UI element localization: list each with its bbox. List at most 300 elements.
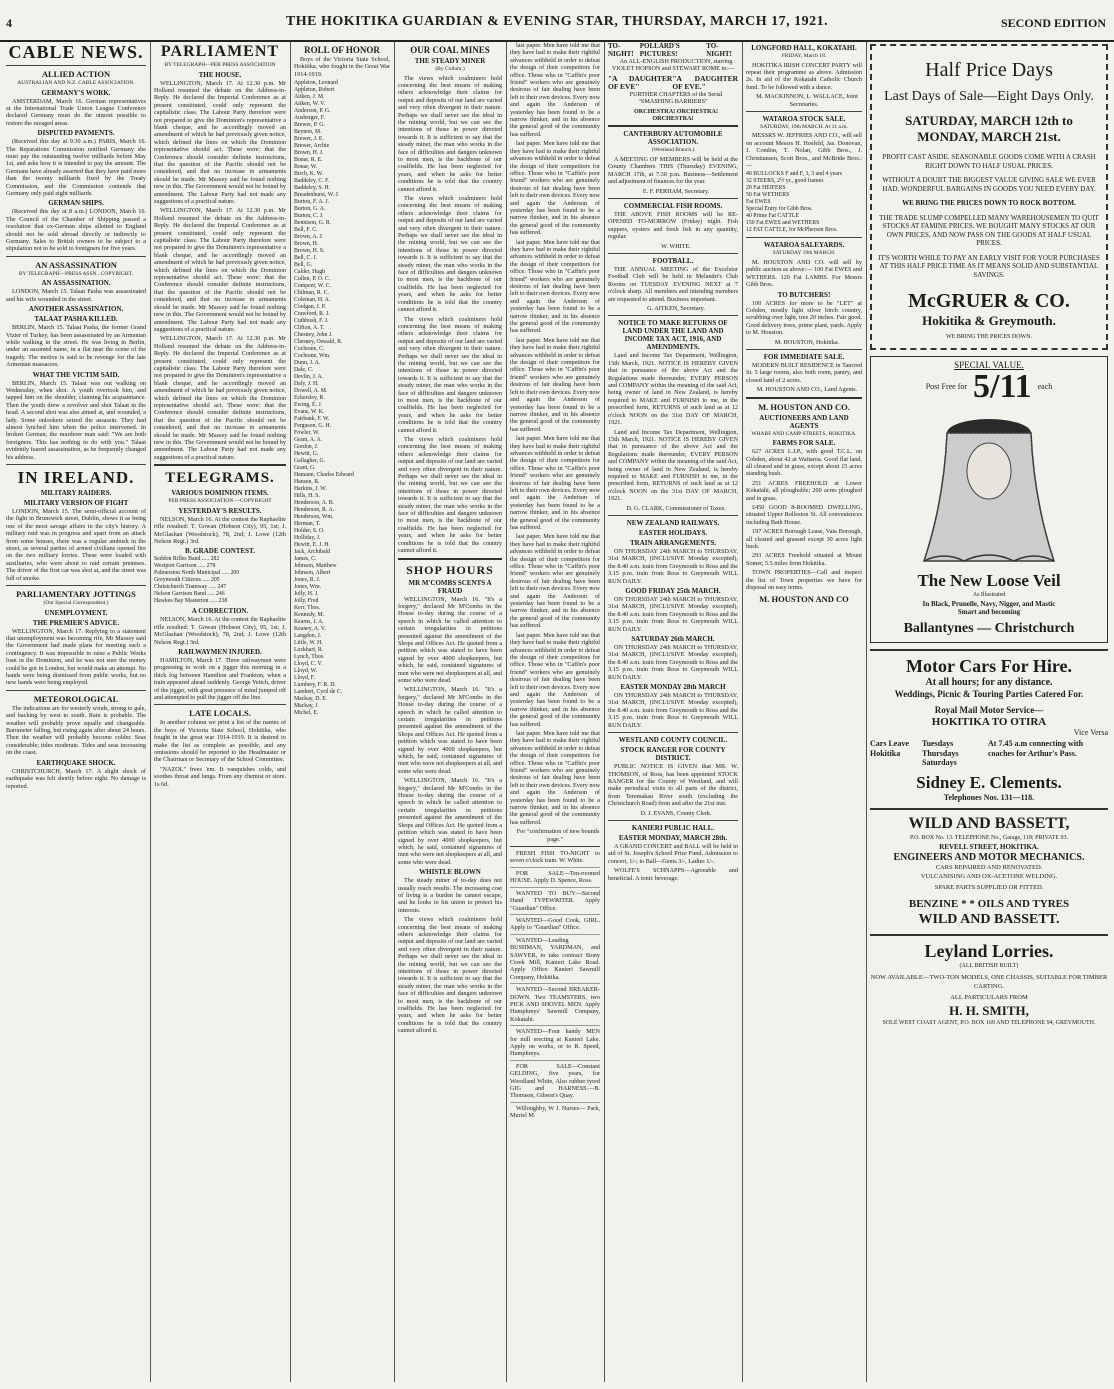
honor-name: Brewer, P. G. xyxy=(294,122,325,129)
easter-monday-heading: EASTER MONDAY 28th MARCH xyxy=(620,683,726,692)
article-text: WELLINGTON, March 17. At 12.30 p.m. Mr Holland resumed the debate on the Address-in-Reply. He declared the Imperial Conference as at present constituted, could only represent the capitalistic class. The Labour Party therefore were not prepared to give the Dominion's representative a blank cheque, and he accordingly moved an amendment of which he had previously given notice, which defined the lines on which the Dominion representative should act. These were: that the Conference should consider definite instructions, that the question of the Pacific should not be considered, and that no increase in armaments should be made. Mr Massey said he found nothing new in this. The Government would not be bound by amendment. The Labour Party had not made any suggestions of a practical nature. xyxy=(154,335,286,461)
train-heading: TRAIN ARRANGEMENTS. xyxy=(630,538,716,547)
notice-text: For "confirmation of new bounds page." xyxy=(516,828,600,843)
saturday-heading: SATURDAY 26th MARCH. xyxy=(631,635,715,644)
honor-name: James, C. xyxy=(294,556,317,563)
honor-name: Johnson, Matthew xyxy=(294,563,337,570)
column-rule xyxy=(506,42,507,1382)
band-result: Hawkes Bay Masterton ..... 238 xyxy=(154,598,228,605)
honor-name: Clifton, A. T. xyxy=(294,325,325,332)
edition-label: SECOND EDITION xyxy=(1000,16,1106,30)
article-text: The views which coalminers hold concerning the best means of making others acknowledge their claims for output and deposits of our land are varied and very often divergent in their nature. Perhaps we shall never see the ideal in the mining world, but we can see the intentions of those in power directed towards it. It is sufficient to say that the steady miner, the man who works in the face of difficulties and dangers unknown to most men, is the backbone of our coalfields. He has been neglected for years, and when he asks for better conditions he is told that the country cannot afford it. xyxy=(398,315,502,434)
honor-name: Lumbery, F. R. D. xyxy=(294,682,336,689)
honor-name: Bell, G. xyxy=(294,262,313,269)
german-ships-heading: GERMAN SHIPS. xyxy=(48,199,104,208)
honor-name: Chilman, R. C. xyxy=(294,290,329,297)
press-byline: BY TELEGRAPH—PRESS ASSN.. COPYRIGHT. xyxy=(18,270,134,277)
honor-name: Dunn, J. A. xyxy=(294,360,321,367)
notice-signature: D. J. EVANS, County Clerk. xyxy=(640,809,712,817)
advert-text: IT'S WORTH WHILE TO PAY AN EARLY VISIT FOR YOUR PURCHASES AT THIS HALF PRICE TIME AS IT MEANS SOLID AND SUBSTANTIAL SAVINGS. xyxy=(878,253,1100,279)
article-text: HAMILTON, March 17. Three railwaymen were progressing to work on a jigger this morning in a thick fog between Hamilton and Frankton, when a train appeared ahead suddenly. George Veitch, driver of the jigger, with great presence of mind jumped off and attempted to pull the jigger off the line. xyxy=(154,656,286,701)
honor-name: Jolly, H. J. xyxy=(294,591,319,598)
honor-name: Keaney, A. V. xyxy=(294,626,326,633)
article-text: The steady miner of to-day does not usually reach results. The increasing cost of living is a burden he cannot escape, and he looks to his union to protect his interests. xyxy=(398,877,502,914)
motor-heading: Motor Cars For Hire. xyxy=(906,655,1072,676)
classified-ad: WANTED TO BUY—Second Hand TYPEWRITER. Apply "Guardian" Office. xyxy=(510,890,600,915)
half-price-advert xyxy=(870,44,1108,350)
notice-text: Land and Income Tax Department, Wellington, 15th March, 1921. NOTICE IS HEREBY GIVEN that in pursuance of the above Act and the Regulations made thereunder, EVERY PERSON and COMPANY within the meaning of the said Act, being owner of land in New Zealand, is hereby required to MAKE and FURNISH to me, in the prescribed form, RETURNS of such land as at 12 o'clock NOON on the 31st DAY OF MARCH, 1921. xyxy=(608,352,738,427)
honor-name: Beynon, M. xyxy=(294,129,322,136)
land-tax-heading: NOTICE TO MAKE RETURNS OF LAND UNDER THE LAND AND INCOME TAX ACT, 1916, AND AMENDMENTS. xyxy=(618,319,728,352)
veil-sub: As Illustrated xyxy=(972,592,1006,598)
honor-name: Burton, G. A. xyxy=(294,206,326,213)
honor-name: Dowell, A. M. xyxy=(294,388,328,395)
saleyards-date: SATURDAY 19th MARCH. xyxy=(772,250,836,257)
band-result: Palmerston North Municipal ..... 209 xyxy=(154,570,240,577)
article-text: BERLIN, March 15. Talaat was out walking on Wednesday, when shot. A youth overtook him, and tapped him on the shoulder, claiming his acquaintance. Then the youth drew a revolver and shot Talaat in the head. A second shot was also aimed at, and wounded, a lady. Some onlookers seized the assassin. They had almost lynched him when the police intervened. In broken German, the murderer man said: "We are both foreigners. This has nothing to do with you." Talaat evidently feared assassination, as he frequently changed his address. xyxy=(6,379,146,461)
honor-name: Little, W. H. xyxy=(294,640,323,647)
fish-rooms-heading: COMMERCIAL FISH ROOMS. xyxy=(623,201,723,210)
column-parliament xyxy=(154,42,286,1382)
military-raiders-heading: MILITARY RAIDERS. xyxy=(40,489,112,498)
honor-name: Appleton, Leonard xyxy=(294,80,338,87)
engineers: ENGINEERS AND MOTOR MECHANICS. xyxy=(893,852,1085,863)
listing-text: £450 GOOD 8-ROOMED DWELLING, situated Upper Rolleston St. All conveniences including Bath House. xyxy=(746,504,862,526)
good-friday-heading: GOOD FRIDAY 25th MARCH. xyxy=(625,587,721,595)
honor-name: Calder, Hugh xyxy=(294,269,325,276)
honor-name: Appleton, Robert xyxy=(294,87,335,94)
listing-text: TOWN PROPERTIES—Call and inspect the list of Town properties we have for disposal on easy terms. xyxy=(746,569,862,592)
honor-name: Brown, H. xyxy=(294,241,319,248)
column-continued xyxy=(510,42,600,1382)
band-result: Seddon Rifles Band ..... 282 xyxy=(154,556,220,563)
honor-name: Lambert, Cyril de C. xyxy=(294,689,343,696)
mcgruer-towns: Hokitika & Greymouth. xyxy=(922,313,1056,328)
otira-route: HOKITIKA TO OTIRA xyxy=(931,715,1047,728)
wataroa-sale-heading: WATAROA STOCK SALE. xyxy=(762,114,846,123)
victim-heading: WHAT THE VICTIM SAID. xyxy=(32,370,120,379)
various-items-heading: VARIOUS DOMINION ITEMS. xyxy=(171,489,269,498)
stock-item: Special Entry for Gibb Bros. xyxy=(746,206,813,213)
vice-versa: Vice Versa xyxy=(1073,727,1108,737)
notice-text: MESSRS W. JEFFRIES AND CO., will sell on account Messrs H. Hosfeld, Jas. Donovan, J. Condon, T. Nolan, Gibb Bros., J. Christiansen, Scott Bros., and McBride Bros.:— xyxy=(746,132,862,170)
classified-ad: FOR SALE—Ten-roomed HOUSE. Apply D. Spence, Ross. xyxy=(510,870,600,888)
late-locals-heading: LATE LOCALS. xyxy=(189,708,251,719)
railwaymen-heading: RAILWAYMEN INJURED. xyxy=(178,647,262,656)
notice-text: THE ABOVE FISH ROOMS will be RE-OPENED TO-MORROW (Friday) night. Fish suppers, oysters and fresh fish in any quantity, regular. xyxy=(608,210,738,241)
honor-name: Breadenhurst, W. J. xyxy=(294,192,340,199)
coal-mines-heading: OUR COAL MINES xyxy=(410,45,490,55)
stock-item: Fat EWES xyxy=(746,199,771,206)
column-rule xyxy=(604,42,605,1382)
honor-name: Kennedy, M. xyxy=(294,612,325,619)
notice-signature: E. F. PERHAM, Secretary. xyxy=(642,187,710,195)
honor-name: Jolly, Fred xyxy=(294,598,319,605)
article-text: last paper. Men have told me that they have had to make their rightful advances withheld in order to defeat the design of their competitors for office. Those who in "Caffin's poor friend" workers who are genuinely desirous of fair dealing have been left to their own devices. Every now and again the Anderson of yesterday has been found to be a narrow thinker, and in his absence the general good of the community has suffered. xyxy=(510,336,600,433)
smith-name: H. H. SMITH, xyxy=(949,1002,1029,1018)
notice-text: ON THURSDAY 24th MARCH to THURSDAY, 31st MARCH, (INCLUSIVE Monday excepted), the 8.40 a.m. train from Greymouth to Ross and the 3.15 p.m. train from Ross to Greymouth WILL RUN DAILY. xyxy=(608,596,738,633)
disputed-payments-heading: DISPUTED PAYMENTS. xyxy=(37,129,115,138)
kanieri-date: EASTER MONDAY, MARCH 28th. xyxy=(618,833,728,842)
veil-illustration xyxy=(884,411,1094,571)
article-text: last paper. Men have told me that they have had to make their rightful advances withheld in order to defeat the design of their competitors for office. Those who in "Caffin's poor friend" workers who are genuinely desirous of fair dealing have been left to their own devices. Every now and again the Anderson of yesterday has been found to be a narrow thinker, and in his absence the general good of the community has suffered. xyxy=(510,42,600,138)
classified-ad: WANTED—Four handy MEN for mill erecting at Kanieri Lake. Apply on works, or to R. Speed, Humphreys. xyxy=(510,1028,600,1061)
longford-hall-heading: LONGFORD HALL, KOKATAHI. xyxy=(751,44,857,52)
earthquake-heading: EARTHQUAKE SHOCK. xyxy=(36,758,116,767)
press-byline: PER PRESS ASSOCIATION —COPYRIGHT xyxy=(168,498,272,505)
column-rule xyxy=(742,42,743,1382)
article-text: last paper. Men have told me that they have had to make their rightful advances withheld in order to defeat the design of their competitors for office. Those who in "Caffin's poor friend" workers who are genuinely desirous of fair dealing have been left to their own devices. Every now and again the Anderson of yesterday has been found to be a narrow thinker, and in his absence the general good of the community has suffered. xyxy=(510,238,600,335)
honor-name: Henderson, A. B. xyxy=(294,500,335,507)
band-result: Nelson Garrison Band ..... 246 xyxy=(154,591,225,598)
notice-text: PUBLIC NOTICE IS GIVEN that MR. W. THOMSON, of Ross, has been appointed STOCK RANGER for the County of Westland, and will make periodical visits to all parts of the district, from Teremakau River south (excluding the Christchurch Road) from and after the 21st inst. xyxy=(608,763,738,808)
another-assassination-heading: ANOTHER ASSASSINATION. xyxy=(28,305,124,314)
telephones: Telephones Nos. 131—118. xyxy=(943,792,1035,802)
page-number: 4 xyxy=(6,16,12,30)
kanieri-hall-heading: KANIERI PUBLIC HALL. xyxy=(631,823,715,832)
results-heading: YESTERDAY'S RESULTS. xyxy=(178,506,262,515)
fraud-heading: MR M'COMBS SCENTS A FRAUD xyxy=(408,578,492,595)
honor-name: Hewitt, E. J. H. xyxy=(294,542,330,549)
honor-name: Baddeley, C. F. xyxy=(294,178,330,185)
immediate-sale-heading: FOR IMMEDIATE SALE. xyxy=(763,353,845,362)
half-price-title: Half Price Days xyxy=(925,59,1053,81)
sole-agent: SOLE WEST COAST AGENT, P.O. BOX 169 AND TELEPHONE 94, GREYMOUTH. xyxy=(882,1019,1096,1026)
notice-text: ON THURSDAY 24th MARCH to THURSDAY, 31st MARCH, (INCLUSIVE Monday excepted), the 8.40 a.m. train from Greymouth to Ross and the 3.15 p.m. train from Ross to Greymouth WILL RUN DAILY. xyxy=(608,644,738,681)
article-text: last paper. Men have told me that they have had to make their rightful advances withheld in order to defeat the design of their competitors for office. Those who in "Caffin's poor friend" workers who are genuinely desirous of fair dealing have been left to their own devices. Every now and again the Anderson of yesterday has been found to be a narrow thinker, and in his absence the general good of the community has suffered. xyxy=(510,140,600,237)
band-result: Greymouth Citizens ..... 205 xyxy=(154,577,220,584)
honor-name: Holder, S. O. xyxy=(294,528,325,535)
honor-name: Herman, T. xyxy=(294,521,321,528)
honor-name: Lloyd, W. xyxy=(294,668,318,675)
honor-name: Ferguson, G. H. xyxy=(294,423,332,430)
newspaper-title: THE HOKITIKA GUARDIAN & EVENING STAR, THURSDAY, MARCH 17, 1921. xyxy=(285,14,829,29)
premier-heading: THE PREMIER'S ADVICE. xyxy=(32,618,120,627)
notice-text: ON THURSDAY 24th MARCH to THURSDAY, 31st MARCH, (INCLUSIVE Monday excepted), the 8.40 a.m. train from Greymouth to Ross and the 3.15 p.m. train from Ross to Greymouth WILL RUN DAILY. xyxy=(608,547,738,585)
notice-text: MODERN BUILT RESIDENCE in Tancred St. 5 large rooms, also both room, pantry, and closed land of 2 acres. xyxy=(746,362,862,384)
advert-text: WE BRING THE PRICES DOWN TO ROCK BOTTOM. xyxy=(902,199,1076,207)
honor-name: Mackay, J. xyxy=(294,703,319,710)
roll-continued: Willoughby, W J. Nurses— Park, Muriel M. xyxy=(510,1104,600,1120)
notice-signature: M. MACKINNON, L. WALLACE, Joint Secretaries. xyxy=(756,93,858,108)
wharf-address: WHARF AND CAMP STREETS, HOKITIKA. xyxy=(751,430,857,437)
notice-text: 100 ACRES for more to be "LET" at Cobden, mostly light silver birch country, scrubbing over light, tree 20 inches. Fair good. Good delivery trees, prime plant, yards. Apply to M. Houston. xyxy=(746,299,862,337)
notice-signature: D. G. CLARK, Commissioner of Taxes. xyxy=(626,504,726,512)
branch-byline: (Westland Branch.) xyxy=(651,147,695,154)
parliamentary-jottings-heading: PARLIAMENTARY JOTTINGS xyxy=(16,589,136,600)
roll-intro: Boys of the Victoria State School, Hokitika, who fought in the Great War 1914-1919. xyxy=(294,56,390,78)
honor-name: Johnson, Albert xyxy=(294,570,331,577)
wild-bassett-footer: WILD AND BASSETT. xyxy=(918,911,1060,927)
column-notices xyxy=(608,42,738,1382)
leyland-heading: Leyland Lorries. xyxy=(924,940,1054,961)
stock-item: 32 STEERS, 2½ yr., good frames xyxy=(746,178,824,185)
article-text: WELLINGTON, March 17. Replying to a statement that unemployment was becoming rife, Mr Massey said the Government had made plans for meeting such a contingency. It was impossible to raise a Public Works loan in the Dominion, and he was not sure the money could be got in London, but would make an attempt. No hands were being dismissed from public works, but no new hands were being employed. xyxy=(6,627,146,687)
grade-contest-heading: B. GRADE CONTEST. xyxy=(185,547,255,556)
column-cable-news xyxy=(6,42,146,1382)
notice-text: M. HOUSTON AND CO. will sell by public auction as above:— 100 Fat EWES and WETHERS. 120 Fat LAMBS. For Messrs Gibb Bros. xyxy=(746,258,862,289)
stock-item: 150 Fat EWES and WETHERS xyxy=(746,220,820,227)
notice-signature: G. AITKEN, Secretary. xyxy=(647,305,705,313)
stock-ranger-heading: STOCK RANGER FOR COUNTY DISTRICT. xyxy=(620,746,726,763)
honor-name: Bell, F. C. xyxy=(294,227,318,234)
article-text: WELLINGTON, March 17. At 12.30 p.m. Mr Holland resumed the debate on the Address-in-Reply. He declared the Imperial Conference as at present constituted, could only represent the capitalistic class. The Labour Party therefore were not prepared to give the Dominion's representative a blank cheque, and he accordingly moved an amendment of which he had previously given notice, which defined the lines on which the Dominion representative should act. These were: that the Conference should consider definite instructions, that the question of the Pacific should not be considered, and that no increase in armaments should be made. Mr Massey said he found nothing new in this. The Government would not be bound by amendment. The Labour Party had not made any suggestions of a practical nature. xyxy=(154,79,286,205)
price-each: each xyxy=(1037,381,1053,391)
honor-name: Bonar, W. xyxy=(294,164,318,171)
price-value: 5/11 xyxy=(973,368,1032,405)
models-text: NOW AVAILABLE—TWO-TON MODELS, ONE CHASSIS, SUITABLE FOR TIMBER CARTING. xyxy=(870,974,1108,990)
honor-name: Brown, H. J. xyxy=(294,150,324,157)
unemployment-heading: UNEMPLOYMENT. xyxy=(44,608,108,617)
article-text: The views which coalminers hold concerning the best means of making others acknowledge their claims for output and deposits of our land are varied and very often divergent in their nature. Perhaps we shall never see the ideal in the mining world, but we can see the intentions of those in power directed towards it. It is sufficient to say that the steady miner, the man who works in the face of difficulties and dangers unknown to most men, is the backbone of our coalfields. He has been neglected for years, and when he asks for better conditions he is told that the country cannot afford it. xyxy=(398,195,502,314)
article-text: WELLINGTON, March 16. "It's a forgery," declared Mr M'Combs in the House to-day during the course of a speech in which he called attention to certain irregularities in petitions presented against the amendment of the Shops and Offices Act. He quoted from a petition which was stated to have been signed by over 4000 shopkeepers, but which, he said, contained signatures of men who were not shopkeepers at all, and some who were dead. xyxy=(398,686,502,775)
article-text: WELLINGTON, March 16. "It's a forgery," declared Mr M'Combs in the House to-day during the course of a speech in which he called attention to certain irregularities in petitions presented against the amendment of the Shops and Offices Act. He quoted from a petition which was stated to have been signed by over 4000 shopkeepers, but which, he said, contained signatures of men who were not shopkeepers at all, and some who were dead. xyxy=(398,595,502,684)
column-display-ads xyxy=(870,42,1108,1382)
honor-name: Grant, G. xyxy=(294,465,316,472)
honor-name: Langdon, J. xyxy=(294,633,322,640)
particulars-text: ALL PARTICULARS FROM xyxy=(950,994,1028,1001)
notice-signature: W. WHITE. xyxy=(661,242,691,250)
times-text: At 7.45 a.m connecting with coaches for Arthur's Pass. xyxy=(988,739,1084,758)
article-text: The views which coalminers hold concerning the best means of making others acknowledge their claims for output and deposits of our land are varied and very often divergent in their nature. Perhaps we shall never see the ideal in the mining world, but we can see the intentions of those in power directed towards it. It is sufficient to say that the steady miner, the man who works in the face of difficulties and dangers unknown to most men, is the backbone of our coalfields. He has been neglected for years, and when he asks for better conditions he is told that the country cannot afford it. xyxy=(398,916,502,1035)
article-text: The views which coalminers hold concerning the best means of making others acknowledge their claims for output and deposits of our land are varied and very often divergent in their nature. Perhaps we shall never see the ideal in the mining world, but we can see the intentions of those in power directed towards it. It is sufficient to say that the steady miner, the man who works in the face of difficulties and dangers unknown to most men, is the backbone of our coalfields. He has been neglected for years, and when he asks for better conditions he is told that the country cannot afford it. xyxy=(398,436,502,555)
honor-name: Daly, J. H. xyxy=(294,381,319,388)
british-built: (ALL BRITISH BUILT) xyxy=(959,962,1019,969)
auctioneers-heading: AUCTIONEERS AND LAND AGENTS xyxy=(759,413,849,430)
stock-item: 20 Fat HEIFERS xyxy=(746,185,786,192)
honor-name: Gordon, J. xyxy=(294,444,319,451)
butchers-heading: TO BUTCHERS! xyxy=(777,290,831,299)
honor-name: Burton, F. A. J. xyxy=(294,199,330,206)
cars-leave: Cars Leave Hokitika xyxy=(870,739,909,758)
honor-name: Dale, C. xyxy=(294,367,314,374)
press-byline: BY TELEGRAPH—PER PRESS ASSOCIATION xyxy=(164,62,276,68)
houston-heading: M. HOUSTON AND CO. xyxy=(758,401,850,412)
honor-name: Lloyd, C. V. xyxy=(294,661,323,668)
production-text: An ALL-ENGLISH PRODUCTION, starring VIOLET HOPSON and STEWART ROME in:— xyxy=(611,58,735,73)
farms-heading: FARMS FOR SALE. xyxy=(772,439,836,448)
honor-name: Michel, E. xyxy=(294,710,319,717)
honor-name: Burton, C. J. xyxy=(294,213,324,220)
honor-name: Brewer, J. E. xyxy=(294,136,324,143)
article-text: LONDON, March 15. Talaat Pasha was assassinated and his wife wounded in the street. xyxy=(6,288,146,303)
veil-smart: Smart and becoming xyxy=(957,608,1021,616)
orchestra-text: ORCHESTRA! ORCHESTRA! ORCHESTRA! xyxy=(633,107,719,123)
spare-parts: SPARE PARTS SUPPLIED OR FITTED. xyxy=(934,884,1044,891)
honor-name: Coleman, H. A. xyxy=(294,297,331,304)
article-text: The views which coalminers hold concerning the best means of making others acknowledge their claims for output and deposits of our land are varied and very often divergent in their nature. Perhaps we shall never see the ideal in the mining world, but we can see the intentions of those in power directed towards it. It is sufficient to say that the steady miner, the man who works in the face of difficulties and dangers unknown to most men, is the backbone of our coalfields. He has been neglected for years, and when he asks for better conditions he is told that the country cannot afford it. xyxy=(398,74,502,193)
meteorological-heading: METEOROLOGICAL xyxy=(33,693,119,704)
classified-ad: WANTED—Good Cook, GIRL. Apply to "Guardian" Office. xyxy=(510,917,600,935)
listing-text: 627 ACRES L.I.P., with good T.C.L. on Cobden, about 42 at Waitaroa. Good flat land, all cleared and in grass, except about 15 acres standing bush. xyxy=(746,448,862,478)
wolfe-advert: WOLFE'S SCHNAPPS—Agreeable and beneficial. A tonic beverage. xyxy=(608,867,738,882)
honor-name: Holliday, J. xyxy=(294,535,321,542)
classified-ad: WANTED—Leading BUSHMAN, YARDMAN, and SAWYER, to take contract Stony Creek Mill, Kanieri Lake Road. Apply Office Kanieri Sawmill Company, Hokitika. xyxy=(510,937,600,984)
notice-text: THE ANNUAL MEETING of the Excelsior Football Club will be held in Melandri's Club Rooms on TUESDAY EVENING NEXT at 7 o'clock sharp. All members and intending members are requested to attend. Business important. xyxy=(608,266,738,303)
article-text: NELSON, March 16. At the contest the Raphaelite rifle resulted: T. Gowan (Hobson City), 95, 1st; J. McGlashan (Woodstock), 78, 2nd; J. Lowe (12th Nelson Regt.) 3rd. xyxy=(154,616,286,646)
masthead xyxy=(0,0,1114,42)
advert-text: PROFIT CAST ASIDE. SEASONABLE GOODS COME WITH A CRASH RIGHT DOWN TO HALF USUAL PRICES. xyxy=(882,153,1096,170)
honor-name: Evans, W. K. xyxy=(294,409,325,416)
advert-text: WE BRING THE PRICES DOWN. xyxy=(945,334,1033,340)
last-days-text: Last Days of Sale—Eight Days Only. xyxy=(884,89,1094,104)
clements-name: Sidney E. Clements. xyxy=(916,772,1062,792)
football-heading: FOOTBALL. xyxy=(652,257,694,265)
days-list: Tuesdays Thursdays Saturdays xyxy=(922,739,959,767)
column-auctions xyxy=(746,42,862,1382)
honor-name: Cullen, P. O. C. xyxy=(294,276,331,283)
honor-name: Fowler, W. xyxy=(294,430,320,437)
article-text: last paper. Men have told me that they have had to make their rightful advances withheld in order to defeat the design of their competitors for office. Those who in "Caffin's poor friend" workers who are genuinely desirous of fair dealing have been left to their own devices. Every now and again the Anderson of yesterday has been found to be a narrow thinker, and in his absence the general good of the community has suffered. xyxy=(510,533,600,630)
railways-heading: NEW ZEALAND RAILWAYS. xyxy=(626,518,720,527)
honor-name: Harkins, J. W. xyxy=(294,486,327,493)
notice-text: HOKITIKA IRISH CONCERT PARTY will repeat their programme as above. Admission 2s. In aid of the Kokatahi Catholic Church fund. To be followed with a dance. xyxy=(746,61,862,91)
talaat-heading: TALAAT PASHA KILLED. xyxy=(34,315,118,324)
honor-name: Cochrane, Wm. xyxy=(294,353,331,360)
band-result: Westport Garrison ..... 278 xyxy=(154,563,216,570)
honor-name: Birch, K. W. xyxy=(294,171,324,178)
vulcanising: VULCANISING AND OX-ACETONE WELDING. xyxy=(920,872,1058,880)
honor-name: Hansen, R. xyxy=(294,479,320,486)
honor-name: Chesney, Oswald, R. xyxy=(294,339,343,346)
association-byline: AUSTRALIAN AND N.Z. CABLE ASSOCIATION. xyxy=(17,80,135,86)
leyland-advert xyxy=(870,934,1108,1028)
post-free-label: Post Free for xyxy=(925,381,968,391)
motor-advert xyxy=(870,649,1108,803)
special-value: SPECIAL VALUE. xyxy=(954,359,1024,370)
sale-dates: SATURDAY, MARCH 12th to MONDAY, MARCH 21st. xyxy=(905,113,1073,144)
assassination-heading: AN ASSASSINATION xyxy=(35,259,117,270)
band-results-list xyxy=(154,556,286,605)
ireland-heading: IN IRELAND. xyxy=(17,468,135,488)
serial-text: FURTHER CHAPTERS of the Serial "SMASHING BARRIERS" xyxy=(629,90,723,106)
honor-name: Jones, Wm. xyxy=(294,584,322,591)
article-text: The indications are for westerly winds, strong to gale, and backing by west to south. Rain is probable. The weather will probably prove squally and changeable. Barometer falling, but rising again after about 24 hours. Then the weather will probably become colder. Seas considerable; tides moderate. Tides and seas increasing on the coast. xyxy=(6,704,146,757)
ballantynes-name: Ballantynes — Christchurch xyxy=(903,620,1075,636)
honor-name: Anderson, P. G. xyxy=(294,108,331,115)
article-text: NELSON, March 16. At the contest the Raphaelite rifle resulted: T. Gowan (Hobson City), 95, 1st; J. McGlashan (Woodstock), 78, 2nd; J. Lowe (12th Nelson Regt.) 3rd. xyxy=(154,515,286,545)
film-title: "A DAUGHTER OF EVE" "A DAUGHTER OF EVE." xyxy=(608,73,738,91)
classified-ad: FRESH FISH TO-NIGHT to seven o'clock train. W. White. xyxy=(510,850,600,868)
names-list xyxy=(294,472,390,717)
column-coal-mines xyxy=(398,42,502,1382)
honor-name: Aitken, W. V. xyxy=(294,101,326,108)
honor-name: Lloyd, F. xyxy=(294,675,315,682)
shop-hours-heading: SHOP HOURS xyxy=(406,562,494,577)
notice-text: A GRAND CONCERT and BALL will be held in aid of St. Joseph's School Prize Fund. Admission to concert, 1/-; to Ball—Gents 3/-, Ladies 1/-. xyxy=(608,842,738,865)
article-text: last paper. Men have told me that they have had to make their rightful advances withheld in order to defeat the design of their competitors for office. Those who in "Caffin's poor friend" workers who are genuinely desirous of fair dealing have been left to their own devices. Every now and again the Anderson of yesterday has been found to be a narrow thinker, and in his absence the general good of the community has suffered. xyxy=(510,729,600,826)
po-box: P.O. BOX No. 13. TELEPHONE No., Garage, 118; PRIVATE 93. xyxy=(909,835,1069,841)
article-text: WELLINGTON, March 16. "It's a forgery," declared Mr M'Combs in the House to-day during the course of a speech in which he called attention to certain irregularities in petitions presented against the amendment of the Shops and Offices Act. He quoted from a petition which was stated to have been signed by over 4000 shopkeepers, but which, he said, contained signatures of men who were not shopkeepers at all, and some who were dead. xyxy=(398,777,502,866)
house-heading: THE HOUSE. xyxy=(198,70,242,79)
notice-signature: M. HOUSTON AND CO., Land Agents. xyxy=(756,386,858,394)
stock-item: 40 Prime Fat CATTLE xyxy=(746,213,799,220)
honor-name: Bell, C. J. xyxy=(294,255,318,262)
nazol-advert: "NAZOL" frees 'em. It vanquishes colds, and soothes throat and lungs. From any chemist or store. 1s 6d. xyxy=(154,765,286,788)
honor-name: Chesney, John J. xyxy=(294,332,333,339)
column-rule xyxy=(290,42,291,1382)
revell-street: REVELL STREET, HOKITIKA. xyxy=(939,842,1039,851)
names-list xyxy=(294,80,390,472)
honor-name: Ausberger, F. xyxy=(294,115,325,122)
houston-footer: M. HOUSTON AND CO xyxy=(759,594,849,605)
wild-bassett-advert xyxy=(870,808,1108,928)
honor-name: Fairbank, F. W. xyxy=(294,416,330,423)
article-text: (Received this day at 8 a.m.) LONDON, March 16. The Council of the Chamber of Shipping passed a resolution that ex-German ships allotted to England should not be sold abroad directly or indirectly to Germany. Sales to British owners to be subject to a stipulation not to be sold to foreigners for five years. xyxy=(6,208,146,253)
germany-work-heading: GERMANY'S WORK. xyxy=(41,88,111,97)
parliament-heading: PARLIAMENT xyxy=(160,43,280,60)
honor-name: Devlin, J. A. xyxy=(294,374,324,381)
motor-sub2: Weddings, Picnic & Touring Parties Catered For. xyxy=(894,688,1084,699)
honor-name: Brown, A. J. xyxy=(294,234,324,241)
veil-colors: In Black, Prunelle, Navy, Nigger, and Mastic xyxy=(922,599,1056,608)
listing-text: 293 ACRES Freehold situated at Mount Somer, 5.5 miles from Hokitika. xyxy=(746,552,862,567)
honor-name: Bonar, R. E. xyxy=(294,157,323,164)
advert-text: WITHOUT A DOUBT THE BIGGEST VALUE GIVING SALE WE EVER HAD. WONDERFUL BARGAINS IN GOODS YOU NEED EVERY DAY. xyxy=(882,176,1096,193)
steady-miner-heading: THE STEADY MINER xyxy=(414,57,486,65)
correction-heading: A CORRECTION. xyxy=(191,607,249,616)
column-rule xyxy=(866,42,867,1382)
honor-name: Brown, H. S. xyxy=(294,248,325,255)
military-version-heading: MILITARY VERSION OF FIGHT xyxy=(23,499,129,508)
honor-name: Hewitt, G. xyxy=(294,451,319,458)
honor-name: Cochrane, C. xyxy=(294,346,325,353)
telegrams-heading: TELEGRAMS. xyxy=(165,470,275,487)
saleyards-heading: WATAROA SALEYARDS. xyxy=(763,241,845,250)
royal-mail: Royal Mail Motor Service— xyxy=(934,704,1044,715)
honor-name: Eckersley, R. xyxy=(294,395,325,402)
honor-name: Hamann, Charles Edward xyxy=(294,472,354,479)
longford-date: FRIDAY, March 18. xyxy=(781,53,827,59)
classified-ad: FOR SALE—Constant GELDING, five years, for Woodland White, Also rubber tyred GIG and HARNESS.—B. Thomson, Gibson's Quay. xyxy=(510,1063,600,1103)
article-text: LONDON, March 15. The semi-official account of the fight in Brunswick street, Dublin, shows it as being one of the most savage affairs in the city's history. A military raid was in progress and apart from an attack from some houses, there was a regular ambush in the street, as several parties of armed civilians opened fire on the two military lorries. These were loaded with auxiliaries, who were about to raid certain premises. The driver of the first car was shot at, and the street was full of smoke. xyxy=(6,508,146,582)
honor-name: Aitken, J. M. xyxy=(294,94,325,101)
honor-name: Jones, R. J. xyxy=(294,577,321,584)
stock-item: 12 FAT CATTLE, for McPherson Bros. xyxy=(746,227,838,234)
column-rule xyxy=(150,42,151,1382)
column-roll-of-honor xyxy=(294,42,390,1382)
honor-name: Ewing, E. J. xyxy=(294,402,323,409)
author-byline: (By Collum.) xyxy=(435,66,465,72)
roll-of-honor-heading: ROLL OF HONOR xyxy=(304,45,380,55)
article-text: CHRISTCHURCH, March 17. A slight shock of earthquake was felt shortly before eight. No damage is reported. xyxy=(6,767,146,790)
honor-name: Henderson, R. A. xyxy=(294,507,335,514)
county-council-heading: WESTLAND COUNTY COUNCIL. xyxy=(618,736,728,745)
honor-name: Kerr, Thos. xyxy=(294,605,321,612)
listing-text: 197 ACRES Borough Lease, Vata Borough, all cleared and grassed except 30 acres light bush. xyxy=(746,528,862,551)
honor-name: Jack, Archibald xyxy=(294,549,331,556)
article-text: BERLIN, March 15. Talaat Pasha, the former Grand Vizier of Turkey, has been assassinated by an Armenian while walking in the street. He was living in Berlin, under an assumed name, in a flat near the scene of the tragedy. The motive is said to be revenge for the late Armenian massacres. xyxy=(6,324,146,369)
listing-text: 251 ACRES FREEHOLD at Lower Kokatahi, all ploughable; 200 acres ploughed and in grass. xyxy=(746,479,862,502)
stock-item: 50 Fat WETHERS xyxy=(746,192,790,199)
veil-title: The New Loose Veil xyxy=(917,571,1061,590)
honor-name: Gallagher, G. xyxy=(294,458,326,465)
honor-name: Mackay, D. E. xyxy=(294,696,328,703)
easter-heading: EASTER HOLIDAYS. xyxy=(638,528,708,537)
honor-name: Crawford, R. J. xyxy=(294,311,330,318)
benzine-oils: BENZINE * * OILS AND TYRES xyxy=(908,897,1070,910)
honor-name: Brewer, Archie xyxy=(294,143,330,150)
honor-name: Coolgan, J. P. xyxy=(294,304,326,311)
notice-text: Land and Income Tax Department, Wellington, 15th March, 1921. NOTICE IS HEREBY GIVEN that in pursuance of the above Act and the Regulations made thereunder, EVERY PERSON and COMPANY within the meaning of the said Act, being owner of land in New Zealand, is hereby required to MAKE and FURNISH to me, in the prescribed form, RETURNS of such land as at 12 o'clock NOON on the 31st DAY OF MARCH, 1921. xyxy=(608,428,738,503)
wild-bassett-name: WILD AND BASSETT, xyxy=(908,815,1070,832)
allied-action-heading: ALLIED ACTION xyxy=(41,69,111,79)
correspondent-byline: (Our Special Correspondent.) xyxy=(43,600,109,607)
honor-name: Kearns, J. A. xyxy=(294,619,324,626)
stock-item: 40 BULLOCKS F and F, 3, 3 and 4 years xyxy=(746,171,842,178)
article-text: AMSTERDAM, March 16. German representatives at the International Trade Union League Conference declared Germany must do the utmost possible to restore the ravaged areas. xyxy=(6,97,146,127)
cable-news-heading: CABLE NEWS. xyxy=(8,42,144,62)
